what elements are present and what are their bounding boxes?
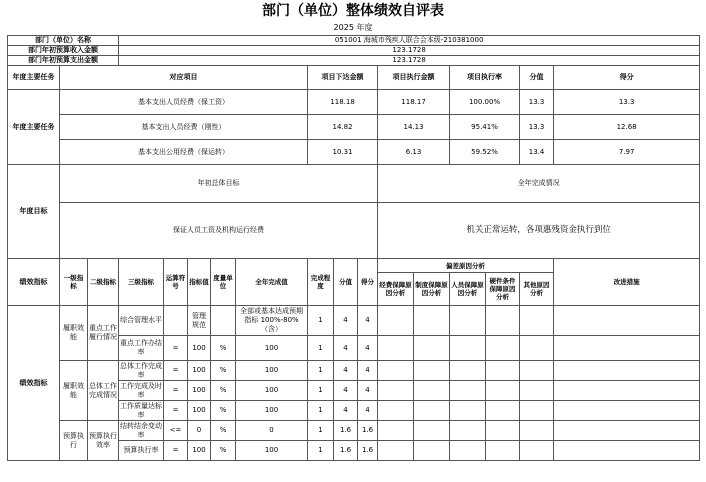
page-title: 部门（单位）整体绩效自评表 (262, 3, 444, 19)
task-rate: 100.00% (450, 90, 520, 115)
deviation-cell (450, 336, 486, 361)
dept-label: 部门（单位）名称 (8, 36, 119, 46)
indicator-earned: 1.6 (358, 441, 378, 461)
indicator-level1: 履职效能 (60, 361, 88, 421)
indicator-score: 4 (334, 361, 358, 381)
indicator-score: 4 (334, 381, 358, 401)
indicator-row (8, 421, 700, 441)
indicator-earned: 4 (358, 401, 378, 421)
indicator-target: 0 (188, 421, 211, 441)
task-earned: 13.3 (554, 90, 700, 115)
deviation-cell (414, 421, 450, 441)
header-deviation-other: 其他原因分析 (520, 273, 554, 306)
task-rate: 95.41% (450, 115, 520, 140)
indicator-score: 4 (334, 401, 358, 421)
indicator-degree: 1 (308, 381, 334, 401)
indicator-row (8, 361, 700, 381)
indicator-unit: % (211, 421, 236, 441)
header-score: 分值 (334, 259, 358, 306)
income-row (8, 46, 700, 56)
indicator-unit: % (211, 401, 236, 421)
measures-cell (554, 421, 700, 441)
indicator-target: 100 (188, 401, 211, 421)
indicator-level3: 预算执行率 (119, 441, 164, 461)
indicator-earned: 4 (358, 336, 378, 361)
measures-cell (554, 441, 700, 461)
expense-label: 部门年初预算支出金额 (8, 56, 119, 66)
indicator-degree: 1 (308, 361, 334, 381)
indicator-level2: 预算执行效率 (88, 421, 119, 461)
tasks-label-side: 年度主要任务 (8, 90, 60, 165)
deviation-cell (520, 401, 554, 421)
deviation-cell (378, 401, 414, 421)
header-deviation-funding: 经费保障原因分析 (378, 273, 414, 306)
deviation-cell (414, 401, 450, 421)
indicator-target: 100 (188, 336, 211, 361)
header-level3: 三级指标 (119, 259, 164, 306)
task-allocated: 118.18 (308, 90, 378, 115)
indicator-actual: 全部或基本达成预期指标 100%-80%（含） (236, 306, 308, 336)
task-project: 基本支出人员经费（保工资） (60, 90, 308, 115)
indicator-degree: 1 (308, 336, 334, 361)
deviation-cell (414, 441, 450, 461)
indicator-level1: 履职效能 (60, 306, 88, 361)
indicator-degree: 1 (308, 421, 334, 441)
header-earned: 得分 (358, 259, 378, 306)
indicator-unit: % (211, 381, 236, 401)
income-value: 123.1728 (119, 46, 700, 56)
indicator-header-row (8, 259, 700, 273)
goal-content-row (8, 203, 700, 259)
task-score: 13.3 (520, 115, 554, 140)
deviation-cell (450, 401, 486, 421)
indicator-degree: 1 (308, 441, 334, 461)
year-label: 2025 年度 (333, 23, 373, 32)
task-project: 基本支出公用经费（保运转） (60, 140, 308, 165)
measures-cell (554, 361, 700, 381)
measures-cell (554, 336, 700, 361)
indicator-level3: 重点工作办结率 (119, 336, 164, 361)
header-operator: 运算符号 (164, 259, 188, 306)
indicator-level3: 工作质量达标率 (120, 401, 163, 419)
indicator-level3: 工作完成及时率 (120, 381, 163, 399)
deviation-cell (520, 441, 554, 461)
header-level2: 二级指标 (88, 259, 119, 306)
indicator-earned: 4 (358, 361, 378, 381)
header-deviation: 偏差原因分析 (378, 259, 554, 273)
indicator-actual: 100 (236, 401, 308, 421)
deviation-cell (486, 381, 520, 401)
indicator-section-label: 绩效指标 (8, 259, 60, 306)
indicator-level3: 结转结余变动率 (120, 421, 163, 439)
deviation-cell (414, 306, 450, 336)
task-score: 13.4 (520, 140, 554, 165)
task-row (8, 140, 700, 165)
task-rate: 59.52% (450, 140, 520, 165)
deviation-cell (520, 361, 554, 381)
indicator-level2: 总体工作完成情况 (88, 361, 119, 421)
indicator-earned: 1.6 (358, 421, 378, 441)
deviation-cell (378, 306, 414, 336)
header-degree: 完成程度 (308, 259, 334, 306)
task-project: 基本支出人员经费（刚性） (60, 115, 308, 140)
indicator-score: 1.6 (334, 421, 358, 441)
deviation-cell (450, 421, 486, 441)
indicator-level3: 综合管理水平 (119, 306, 164, 336)
tasks-header-score: 分值 (520, 66, 554, 90)
indicator-target: 100 (188, 441, 211, 461)
task-row (8, 115, 700, 140)
tasks-header-row (8, 66, 700, 90)
indicator-actual: 0 (236, 421, 308, 441)
goal-completion-label: 全年完成情况 (378, 165, 700, 203)
task-earned: 12.68 (554, 115, 700, 140)
indicator-operator: = (164, 336, 188, 361)
measures-cell (554, 306, 700, 336)
indicator-earned: 4 (358, 306, 378, 336)
measures-cell (554, 401, 700, 421)
deviation-cell (520, 381, 554, 401)
header-deviation-staff: 人员保障原因分析 (450, 273, 486, 306)
deviation-cell (450, 306, 486, 336)
deviation-cell (378, 381, 414, 401)
header-deviation-hardware: 硬件条件保障原因分析 (486, 273, 520, 306)
header-measures: 改进措施 (554, 259, 700, 306)
indicator-unit: % (211, 441, 236, 461)
tasks-label-top: 年度主要任务 (8, 66, 60, 90)
tasks-header-rate: 项目执行率 (450, 66, 520, 90)
indicator-target: 100 (188, 361, 211, 381)
deviation-cell (378, 421, 414, 441)
deviation-cell (486, 306, 520, 336)
indicator-unit (211, 306, 236, 336)
header-unit: 度量单位 (211, 259, 236, 306)
indicator-degree: 1 (308, 306, 334, 336)
indicator-operator: = (164, 401, 188, 421)
task-executed: 6.13 (378, 140, 450, 165)
indicator-row (8, 306, 700, 336)
indicator-unit: % (211, 336, 236, 361)
indicator-actual: 100 (236, 336, 308, 361)
self-evaluation-sheet (7, 0, 699, 482)
task-executed: 14.13 (378, 115, 450, 140)
indicator-level2: 重点工作履行情况 (88, 306, 119, 361)
expense-row (8, 56, 700, 66)
deviation-cell (520, 336, 554, 361)
measures-cell (554, 381, 700, 401)
task-row (8, 90, 700, 115)
indicator-operator: = (164, 441, 188, 461)
indicator-level1: 预算执行 (60, 421, 88, 461)
indicator-score: 1.6 (334, 441, 358, 461)
header-target: 指标值 (188, 259, 211, 306)
deviation-cell (486, 401, 520, 421)
deviation-cell (378, 441, 414, 461)
indicator-earned: 4 (358, 381, 378, 401)
indicator-operator: = (164, 361, 188, 381)
indicator-degree: 1 (308, 401, 334, 421)
indicator-score: 4 (334, 306, 358, 336)
deviation-cell (414, 381, 450, 401)
header-level1: 一级指标 (60, 259, 88, 306)
deviation-cell (486, 421, 520, 441)
deviation-cell (486, 361, 520, 381)
indicator-unit: % (211, 361, 236, 381)
deviation-cell (486, 441, 520, 461)
tasks-header-executed: 项目执行金额 (378, 66, 450, 90)
deviation-cell (486, 336, 520, 361)
evaluation-table (7, 35, 700, 461)
task-executed: 118.17 (378, 90, 450, 115)
goal-header-row (8, 165, 700, 203)
income-label: 部门年初预算收入金额 (8, 46, 119, 56)
indicator-actual: 100 (236, 381, 308, 401)
goal-label: 年度目标 (8, 165, 60, 259)
header-deviation-system: 制度保障原因分析 (414, 273, 450, 306)
deviation-cell (414, 361, 450, 381)
task-allocated: 10.31 (308, 140, 378, 165)
deviation-cell (414, 336, 450, 361)
deviation-cell (378, 361, 414, 381)
deviation-cell (450, 381, 486, 401)
tasks-header-earned: 得分 (554, 66, 700, 90)
indicator-actual: 100 (236, 361, 308, 381)
indicator-target: 管理规范 (188, 306, 211, 336)
deviation-cell (450, 441, 486, 461)
goal-initial-text: 保证人员工资及机构运行经费 (60, 203, 378, 259)
header-actual: 全年完成值 (236, 259, 308, 306)
dept-row (8, 36, 700, 46)
deviation-cell (520, 306, 554, 336)
indicator-operator: = (164, 381, 188, 401)
task-earned: 7.97 (554, 140, 700, 165)
indicator-operator: <= (164, 421, 188, 441)
deviation-cell (520, 421, 554, 441)
tasks-header-allocated: 项目下达金额 (308, 66, 378, 90)
goal-completion-text: 机关正常运转，各项惠残资金执行到位 (378, 203, 700, 259)
deviation-cell (450, 361, 486, 381)
task-allocated: 14.82 (308, 115, 378, 140)
indicator-row-label: 绩效指标 (8, 306, 60, 461)
expense-value: 123.1728 (119, 56, 700, 66)
goal-initial-label: 年初总体目标 (60, 165, 378, 203)
tasks-header-project: 对应项目 (60, 66, 308, 90)
task-score: 13.3 (520, 90, 554, 115)
indicator-operator (164, 306, 188, 336)
indicator-actual: 100 (236, 441, 308, 461)
indicator-target: 100 (188, 381, 211, 401)
indicator-score: 4 (334, 336, 358, 361)
indicator-level3: 总体工作完成率 (120, 361, 163, 379)
dept-value: 051001 海城市残疾人联合会本级-210381000 (119, 36, 700, 46)
deviation-cell (378, 336, 414, 361)
